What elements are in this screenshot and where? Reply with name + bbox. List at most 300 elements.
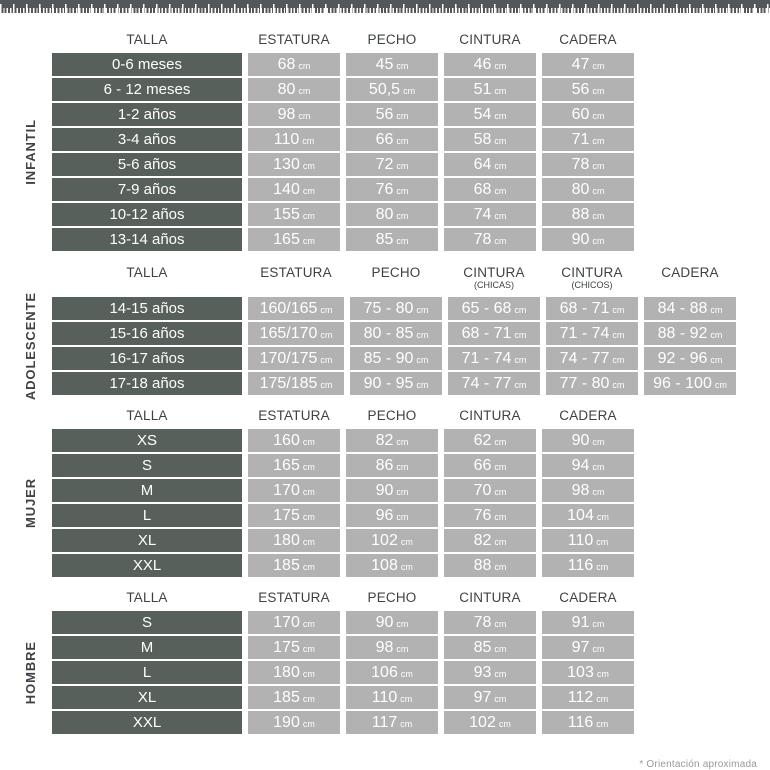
size-label-cell — [52, 454, 242, 477]
measure-value: 117 — [371, 713, 398, 731]
measure-value: 110 — [273, 130, 300, 148]
footnote: * Orientación aproximada — [639, 759, 757, 770]
measure-value-cell — [346, 479, 438, 502]
measure-value-cell — [248, 554, 340, 577]
measure-value: 47 — [571, 55, 590, 73]
measure-value: 66 — [375, 130, 394, 148]
unit-label: cm — [302, 487, 315, 497]
measure-value-cell — [248, 78, 340, 101]
measure-value: 190 — [273, 713, 300, 731]
column-header-pecho — [346, 407, 438, 427]
size-label: 14-15 años — [109, 300, 185, 317]
section-label-cell — [14, 53, 46, 251]
measure-value: 45 — [375, 55, 394, 73]
measure-value-cell — [444, 686, 536, 709]
measure-value-cell — [346, 711, 438, 734]
measure-value-cell — [346, 454, 438, 477]
measure-value: 62 — [473, 431, 492, 449]
measure-value-cell — [350, 347, 442, 370]
table-corner — [14, 263, 46, 295]
unit-label: cm — [592, 211, 605, 221]
measure-value-cell — [542, 661, 634, 684]
size-label-cell — [52, 611, 242, 634]
unit-label: cm — [302, 462, 315, 472]
column-header-cintura — [448, 263, 540, 295]
measure-value-cell — [444, 53, 536, 76]
measure-value: 74 — [473, 205, 492, 223]
measure-value-cell — [248, 347, 344, 370]
measure-value: 58 — [473, 130, 492, 148]
measure-value-cell — [350, 322, 442, 345]
unit-label: cm — [302, 161, 315, 171]
measure-value: 97 — [473, 688, 492, 706]
measure-value: 77 - 80 — [559, 374, 610, 392]
size-label-cell — [52, 322, 242, 345]
unit-label: cm — [494, 462, 507, 472]
column-header-label: TALLA — [126, 590, 168, 606]
unit-label: cm — [320, 355, 333, 365]
unit-label: cm — [714, 380, 727, 390]
measure-value: 180 — [273, 531, 300, 549]
section-adolescente — [14, 263, 736, 401]
measure-value-cell — [542, 479, 634, 502]
unit-label: cm — [400, 669, 413, 679]
unit-label: cm — [320, 330, 333, 340]
measure-value: 85 — [375, 230, 394, 248]
size-label-cell — [52, 347, 242, 370]
size-label: 1-2 años — [117, 106, 177, 123]
unit-label: cm — [302, 644, 315, 654]
measure-value: 76 — [473, 506, 492, 524]
column-header-label: CINTURA — [459, 32, 521, 48]
measure-value: 170 — [273, 481, 300, 499]
measure-value-cell — [444, 153, 536, 176]
unit-label: cm — [396, 111, 409, 121]
measure-value: 110 — [567, 531, 594, 549]
column-header-estatura — [248, 589, 340, 609]
unit-label: cm — [416, 305, 429, 315]
unit-label: cm — [494, 562, 507, 572]
unit-label: cm — [592, 619, 605, 629]
size-label: 6 - 12 meses — [103, 81, 191, 98]
measure-value-cell — [542, 429, 634, 452]
column-header-cadera — [644, 263, 736, 295]
column-header-cadera — [542, 407, 634, 427]
measure-value-cell — [346, 178, 438, 201]
measure-value: 116 — [567, 556, 594, 574]
unit-label: cm — [302, 437, 315, 447]
unit-label: cm — [302, 619, 315, 629]
measure-value-cell — [248, 429, 340, 452]
measure-value: 90 — [571, 431, 590, 449]
size-label-cell — [52, 554, 242, 577]
unit-label: cm — [302, 211, 315, 221]
unit-label: cm — [498, 719, 511, 729]
unit-label: cm — [514, 380, 527, 390]
measure-value-cell — [444, 529, 536, 552]
unit-label: cm — [302, 694, 315, 704]
measure-value: 66 — [473, 456, 492, 474]
unit-label: cm — [416, 355, 429, 365]
size-label-cell — [52, 78, 242, 101]
measure-value-cell — [542, 153, 634, 176]
unit-label: cm — [612, 380, 625, 390]
measure-value-cell — [346, 128, 438, 151]
measure-value: 96 - 100 — [653, 374, 712, 392]
measure-value: 80 — [277, 80, 296, 98]
measure-value: 68 — [277, 55, 296, 73]
size-label-cell — [52, 479, 242, 502]
measure-value-cell — [346, 554, 438, 577]
size-label: 15-16 años — [109, 325, 185, 342]
column-header-talla — [52, 263, 242, 295]
size-label: M — [140, 482, 154, 499]
column-header-cintura — [444, 589, 536, 609]
size-label-cell — [52, 711, 242, 734]
measure-value: 92 - 96 — [657, 349, 708, 367]
unit-label: cm — [302, 236, 315, 246]
size-label: XXL — [132, 557, 162, 574]
measure-value: 160/165 — [259, 299, 318, 317]
unit-label: cm — [596, 537, 609, 547]
size-label-cell — [52, 228, 242, 251]
unit-label: cm — [596, 562, 609, 572]
measure-value: 80 — [375, 205, 394, 223]
unit-label: cm — [494, 512, 507, 522]
measure-value: 86 — [375, 456, 394, 474]
measure-value: 46 — [473, 55, 492, 73]
measure-value: 175 — [273, 506, 300, 524]
column-header-label: CADERA — [559, 590, 617, 606]
measure-value: 90 - 95 — [363, 374, 414, 392]
measure-value-cell — [248, 128, 340, 151]
measure-value: 116 — [567, 713, 594, 731]
measure-value-cell — [444, 203, 536, 226]
unit-label: cm — [612, 355, 625, 365]
unit-label: cm — [596, 719, 609, 729]
measure-value: 90 — [571, 230, 590, 248]
size-label: XXL — [132, 714, 162, 731]
column-header-label: CINTURA — [463, 265, 525, 281]
column-header-label: CADERA — [661, 265, 719, 281]
measure-value-cell — [542, 228, 634, 251]
size-label: S — [141, 614, 152, 631]
column-header-label: TALLA — [126, 265, 168, 281]
measure-value-cell — [248, 103, 340, 126]
measure-value: 54 — [473, 105, 492, 123]
unit-label: cm — [592, 462, 605, 472]
measure-value-cell — [248, 178, 340, 201]
unit-label: cm — [396, 161, 409, 171]
measure-value: 78 — [473, 613, 492, 631]
size-label: 0-6 meses — [111, 56, 183, 73]
unit-label: cm — [400, 694, 413, 704]
measure-value-cell — [546, 372, 638, 395]
size-label: XS — [136, 432, 157, 449]
measure-value-cell — [444, 661, 536, 684]
measure-value: 90 — [375, 613, 394, 631]
measure-value-cell — [542, 636, 634, 659]
measure-value: 64 — [473, 155, 492, 173]
measure-value-cell — [448, 347, 540, 370]
measure-value-cell — [248, 322, 344, 345]
measure-value-cell — [444, 504, 536, 527]
measure-value-cell — [444, 429, 536, 452]
measure-value-cell — [546, 322, 638, 345]
measure-value: 130 — [273, 155, 300, 173]
measure-value-cell — [542, 504, 634, 527]
measure-value-cell — [346, 103, 438, 126]
size-tables-container — [14, 13, 736, 734]
measure-value-cell — [542, 128, 634, 151]
measure-value: 180 — [273, 663, 300, 681]
unit-label: cm — [514, 355, 527, 365]
unit-label: cm — [320, 305, 333, 315]
unit-label: cm — [710, 355, 723, 365]
measure-value-cell — [542, 203, 634, 226]
measure-value: 106 — [371, 663, 398, 681]
column-header-label: PECHO — [367, 590, 417, 606]
measure-value-cell — [644, 322, 736, 345]
unit-label: cm — [592, 437, 605, 447]
measure-value: 165/170 — [259, 324, 318, 342]
unit-label: cm — [612, 330, 625, 340]
size-label: L — [142, 664, 152, 681]
measure-value: 98 — [277, 105, 296, 123]
size-label: 16-17 años — [109, 350, 185, 367]
unit-label: cm — [400, 719, 413, 729]
unit-label: cm — [302, 136, 315, 146]
unit-label: cm — [494, 211, 507, 221]
unit-label: cm — [514, 330, 527, 340]
table-corner — [14, 589, 46, 609]
measure-value: 85 — [473, 638, 492, 656]
unit-label: cm — [494, 136, 507, 146]
measure-value-cell — [644, 372, 736, 395]
measure-value: 175 — [273, 638, 300, 656]
measure-value: 91 — [571, 613, 590, 631]
column-header-sublabel: (CHICOS) — [571, 280, 613, 290]
measure-value-cell — [346, 203, 438, 226]
measure-value-cell — [248, 228, 340, 251]
measure-value-cell — [444, 103, 536, 126]
unit-label: cm — [494, 694, 507, 704]
unit-label: cm — [396, 512, 409, 522]
measure-value-cell — [346, 78, 438, 101]
measure-value-cell — [346, 686, 438, 709]
measure-value: 78 — [571, 155, 590, 173]
unit-label: cm — [396, 186, 409, 196]
measure-value: 75 - 80 — [363, 299, 414, 317]
measure-value-cell — [444, 479, 536, 502]
measure-value-cell — [346, 53, 438, 76]
measure-value: 84 - 88 — [657, 299, 708, 317]
unit-label: cm — [396, 236, 409, 246]
measure-value: 96 — [375, 506, 394, 524]
measure-value-cell — [248, 504, 340, 527]
unit-label: cm — [592, 236, 605, 246]
measure-value: 104 — [567, 506, 594, 524]
measure-value: 65 - 68 — [461, 299, 512, 317]
unit-label: cm — [302, 669, 315, 679]
measure-value-cell — [644, 347, 736, 370]
measure-value: 103 — [567, 663, 594, 681]
measure-value-cell — [448, 297, 540, 320]
measure-value-cell — [444, 178, 536, 201]
measure-value-cell — [248, 454, 340, 477]
measuring-tape-ruler — [0, 0, 770, 13]
unit-label: cm — [494, 186, 507, 196]
section-hombre — [14, 589, 736, 734]
unit-label: cm — [494, 61, 507, 71]
unit-label: cm — [494, 86, 507, 96]
measure-value: 56 — [571, 80, 590, 98]
measure-value: 185 — [273, 688, 300, 706]
column-header-label: TALLA — [126, 408, 168, 424]
column-header-pecho — [346, 589, 438, 609]
unit-label: cm — [592, 111, 605, 121]
measure-value-cell — [346, 228, 438, 251]
column-header-talla — [52, 589, 242, 609]
column-header-label: ESTATURA — [258, 32, 330, 48]
section-label: MUJER — [22, 477, 38, 528]
size-label-cell — [52, 636, 242, 659]
unit-label: cm — [612, 305, 625, 315]
measure-value: 68 - 71 — [461, 324, 512, 342]
unit-label: cm — [494, 669, 507, 679]
column-header-talla — [52, 407, 242, 427]
column-header-label: CINTURA — [561, 265, 623, 281]
unit-label: cm — [396, 462, 409, 472]
column-header-pecho — [350, 263, 442, 295]
column-header-cintura — [444, 31, 536, 51]
measure-value: 85 - 90 — [363, 349, 414, 367]
size-label-cell — [52, 504, 242, 527]
size-label: 13-14 años — [109, 231, 185, 248]
unit-label: cm — [302, 186, 315, 196]
measure-value-cell — [542, 611, 634, 634]
size-label: S — [141, 457, 152, 474]
column-header-estatura — [248, 31, 340, 51]
column-header-cintura — [444, 407, 536, 427]
column-header-cadera — [542, 31, 634, 51]
size-label: 3-4 años — [117, 131, 177, 148]
measure-value: 68 — [473, 180, 492, 198]
measure-value-cell — [444, 454, 536, 477]
unit-label: cm — [302, 562, 315, 572]
measure-value: 165 — [273, 456, 300, 474]
measure-value-cell — [444, 554, 536, 577]
unit-label: cm — [592, 86, 605, 96]
column-header-label: PECHO — [371, 265, 421, 281]
section-mujer — [14, 407, 736, 577]
measure-value: 88 — [571, 205, 590, 223]
size-label: L — [142, 507, 152, 524]
unit-label: cm — [320, 380, 333, 390]
measure-value-cell — [444, 78, 536, 101]
section-infantil — [14, 31, 736, 251]
unit-label: cm — [710, 330, 723, 340]
size-label: XL — [137, 532, 157, 549]
measure-value: 170 — [273, 613, 300, 631]
measure-value-cell — [346, 429, 438, 452]
measure-value: 90 — [375, 481, 394, 499]
measure-value: 72 — [375, 155, 394, 173]
size-label-cell — [52, 203, 242, 226]
measure-value-cell — [444, 636, 536, 659]
unit-label: cm — [592, 186, 605, 196]
section-label: INFANTIL — [22, 119, 38, 185]
unit-label: cm — [396, 136, 409, 146]
column-header-cintura — [546, 263, 638, 295]
unit-label: cm — [396, 61, 409, 71]
measure-value: 74 - 77 — [559, 349, 610, 367]
measure-value: 76 — [375, 180, 394, 198]
measure-value: 56 — [375, 105, 394, 123]
measure-value-cell — [346, 153, 438, 176]
section-label: HOMBRE — [22, 640, 38, 705]
measure-value-cell — [444, 611, 536, 634]
column-header-talla — [52, 31, 242, 51]
unit-label: cm — [298, 61, 311, 71]
unit-label: cm — [298, 111, 311, 121]
measure-value-cell — [248, 53, 340, 76]
column-header-label: ESTATURA — [260, 265, 332, 281]
measure-value: 82 — [375, 431, 394, 449]
measure-value: 94 — [571, 456, 590, 474]
measure-value-cell — [444, 711, 536, 734]
measure-value: 98 — [571, 481, 590, 499]
measure-value-cell — [448, 372, 540, 395]
measure-value-cell — [546, 347, 638, 370]
size-label-cell — [52, 529, 242, 552]
column-header-label: CADERA — [559, 32, 617, 48]
measure-value: 71 — [571, 130, 590, 148]
measure-value: 112 — [567, 688, 594, 706]
unit-label: cm — [302, 719, 315, 729]
measure-value-cell — [346, 504, 438, 527]
size-label: 7-9 años — [117, 181, 177, 198]
size-label-cell — [52, 103, 242, 126]
size-label-cell — [52, 372, 242, 395]
measure-value: 74 - 77 — [461, 374, 512, 392]
measure-value: 78 — [473, 230, 492, 248]
measure-value-cell — [346, 611, 438, 634]
measure-value-cell — [248, 711, 340, 734]
table-corner — [14, 407, 46, 427]
unit-label: cm — [592, 644, 605, 654]
measure-value: 170/175 — [259, 349, 318, 367]
measure-value-cell — [248, 611, 340, 634]
column-header-estatura — [248, 263, 344, 295]
measure-value-cell — [346, 529, 438, 552]
unit-label: cm — [710, 305, 723, 315]
unit-label: cm — [494, 236, 507, 246]
measure-value-cell — [542, 103, 634, 126]
unit-label: cm — [494, 619, 507, 629]
measure-value: 108 — [371, 556, 398, 574]
measure-value: 155 — [273, 205, 300, 223]
measure-value: 82 — [473, 531, 492, 549]
size-label-cell — [52, 297, 242, 320]
unit-label: cm — [400, 562, 413, 572]
measure-value: 140 — [273, 180, 300, 198]
section-label-cell — [14, 291, 46, 401]
column-header-sublabel: (CHICAS) — [474, 280, 514, 290]
unit-label: cm — [494, 644, 507, 654]
measure-value-cell — [542, 711, 634, 734]
measure-value: 71 - 74 — [461, 349, 512, 367]
